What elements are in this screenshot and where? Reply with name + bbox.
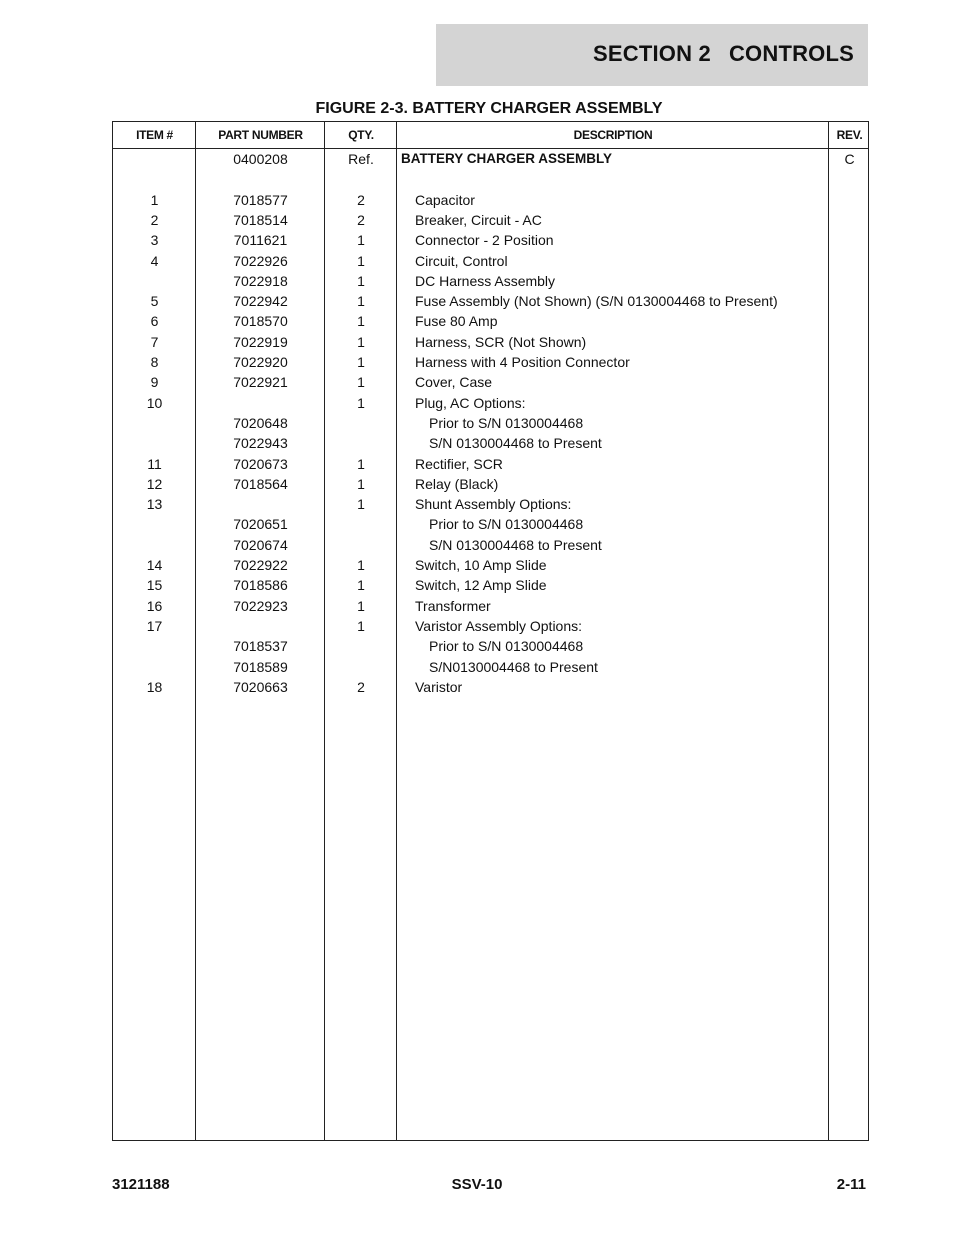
table-row: [113, 393, 868, 413]
cell-part-number: 7020663: [233, 678, 288, 695]
table-row: [113, 616, 868, 636]
cell-part-number: 7018537: [233, 638, 288, 655]
cell-description: Rectifier, SCR: [415, 455, 503, 472]
section-header-bar: [436, 24, 868, 86]
table-row: [113, 575, 868, 595]
cell-part-number: 7018564: [233, 475, 288, 492]
cell-description: Prior to S/N 0130004468: [429, 638, 584, 655]
table-row: [113, 555, 868, 575]
footer-page-number: 2-11: [836, 1176, 866, 1193]
cell-quantity: 1: [357, 577, 365, 594]
cell-quantity: 2: [357, 678, 365, 695]
cell-part-number: 7022926: [233, 252, 288, 269]
cell-quantity: 1: [357, 313, 365, 330]
cell-description: S/N 0130004468 to Present: [429, 435, 602, 452]
cell-part-number: 7022920: [233, 354, 288, 370]
cell-part-number: 7022918: [233, 272, 288, 289]
column-header-description: DESCRIPTION: [573, 128, 653, 142]
table-row: [113, 433, 868, 453]
table-row: [113, 190, 868, 210]
cell-description: Relay (Black): [415, 475, 499, 492]
footer-model: [0, 1176, 954, 1193]
cell-description: Switch, 10 Amp Slide: [415, 557, 547, 573]
cell-description: S/N0130004468 to Present: [429, 658, 598, 675]
cell-quantity: 1: [357, 455, 365, 472]
table-row: [113, 291, 868, 311]
table-row: [113, 596, 868, 616]
column-header-qty: QTY.: [348, 128, 374, 142]
cell-part-number: 7022942: [233, 293, 288, 310]
cell-description: Varistor: [415, 678, 463, 695]
figure-title-text: FIGURE 2-3. BATTERY CHARGER ASSEMBLY: [315, 100, 663, 117]
cell-description: Prior to S/N 0130004468: [429, 516, 584, 533]
table-row: [113, 210, 868, 230]
cell-part-number: 7022921: [233, 374, 288, 391]
cell-quantity: 1: [357, 252, 365, 269]
cell-item-number: 7: [150, 333, 159, 350]
parts-table: [112, 121, 869, 1141]
table-row: [113, 494, 868, 514]
cell-quantity: 1: [357, 374, 365, 391]
cell-description: Fuse Assembly (Not Shown) (S/N 0130004468 to Present): [415, 293, 778, 310]
cell-quantity: 1: [357, 617, 365, 634]
cell-part-number: 7022923: [233, 597, 288, 614]
cell-item-number: 17: [146, 617, 163, 634]
cell-item-number: 13: [146, 496, 163, 513]
cell-quantity: Ref.: [348, 151, 374, 167]
column-header-part-number: PART NUMBER: [218, 128, 303, 142]
cell-description: Plug, AC Options:: [415, 394, 526, 411]
cell-description: Switch, 12 Amp Slide: [415, 577, 547, 594]
cell-part-number: 7020673: [233, 455, 288, 472]
column-header-rev: REV.: [836, 128, 863, 142]
cell-quantity: 1: [357, 232, 365, 249]
cell-item-number: 6: [150, 313, 159, 330]
footer-model-text: SSV-10: [451, 1176, 503, 1193]
cell-quantity: 1: [357, 597, 365, 614]
cell-quantity: 1: [357, 293, 365, 310]
table-row: [113, 413, 868, 433]
table-row: [113, 311, 868, 331]
table-row: [113, 271, 868, 291]
table-row: [113, 230, 868, 250]
cell-description: Shunt Assembly Options:: [415, 496, 572, 513]
cell-description: Breaker, Circuit - AC: [415, 211, 542, 228]
table-row: [113, 636, 868, 656]
cell-part-number: 7018570: [233, 313, 288, 330]
section-title: [593, 41, 854, 67]
table-row: [113, 372, 868, 392]
column-header-item: ITEM #: [136, 128, 173, 142]
cell-item-number: 15: [146, 577, 163, 594]
cell-part-number: 0400208: [233, 151, 288, 167]
table-row: [113, 474, 868, 494]
cell-description: Harness, SCR (Not Shown): [415, 333, 587, 350]
cell-item-number: 1: [150, 191, 159, 208]
cell-item-number: 10: [146, 394, 163, 411]
section-number: SECTION 2: [593, 41, 711, 66]
cell-quantity: 1: [357, 496, 365, 513]
cell-description: Connector - 2 Position: [415, 232, 554, 249]
table-row: [113, 332, 868, 352]
cell-item-number: 14: [146, 557, 163, 573]
cell-item-number: 4: [150, 252, 159, 269]
footer-doc-number: 3121188: [112, 1176, 170, 1193]
cell-item-number: 11: [147, 455, 162, 472]
cell-part-number: 7022922: [233, 557, 288, 573]
table-row: [113, 677, 868, 697]
cell-description: Fuse 80 Amp: [415, 313, 498, 330]
table-row: [113, 535, 868, 555]
cell-part-number: 7020651: [233, 516, 288, 533]
cell-part-number: 7011621: [233, 232, 288, 249]
cell-description: S/N 0130004468 to Present: [429, 536, 602, 553]
cell-part-number: 7022943: [233, 435, 288, 452]
cell-item-number: 3: [150, 232, 159, 249]
cell-item-number: 5: [150, 293, 159, 310]
cell-part-number: 7018586: [233, 577, 288, 594]
cell-description: DC Harness Assembly: [415, 272, 556, 289]
cell-quantity: 1: [357, 394, 365, 411]
cell-item-number: 12: [146, 475, 163, 492]
cell-part-number: 7022919: [233, 333, 288, 350]
table-row: [113, 149, 868, 169]
cell-quantity: 1: [357, 333, 365, 350]
cell-description: Capacitor: [415, 191, 475, 208]
table-row: [113, 251, 868, 271]
cell-description: Circuit, Control: [415, 252, 508, 269]
cell-description: Cover, Case: [415, 374, 493, 391]
cell-quantity: 1: [357, 557, 365, 573]
table-row: [113, 454, 868, 474]
cell-description: Prior to S/N 0130004468: [429, 414, 584, 431]
cell-description: Varistor Assembly Options:: [415, 617, 583, 634]
section-name: CONTROLS: [728, 41, 854, 66]
cell-part-number: 7020674: [233, 536, 288, 553]
cell-part-number: 7018577: [233, 191, 288, 208]
figure-title: [0, 100, 954, 118]
cell-description: Harness with 4 Position Connector: [415, 354, 630, 370]
table-row: [113, 169, 868, 189]
cell-item-number: 16: [146, 597, 163, 614]
table-row: [113, 514, 868, 534]
cell-quantity: 2: [357, 211, 365, 228]
cell-quantity: 1: [357, 475, 365, 492]
cell-part-number: 7018514: [233, 211, 288, 228]
cell-part-number: 7018589: [233, 658, 288, 675]
table-row: [113, 657, 868, 677]
cell-revision: C: [844, 151, 855, 167]
cell-part-number: 7020648: [233, 414, 288, 431]
table-row: [113, 352, 868, 372]
cell-description: Transformer: [415, 597, 491, 614]
cell-quantity: 1: [357, 272, 365, 289]
cell-item-number: 8: [150, 354, 159, 370]
cell-item-number: 18: [146, 678, 163, 695]
cell-item-number: 9: [150, 374, 159, 391]
cell-quantity: 1: [357, 354, 365, 370]
cell-quantity: 2: [357, 191, 365, 208]
cell-item-number: 2: [150, 211, 159, 228]
cell-description: BATTERY CHARGER ASSEMBLY: [401, 151, 613, 166]
